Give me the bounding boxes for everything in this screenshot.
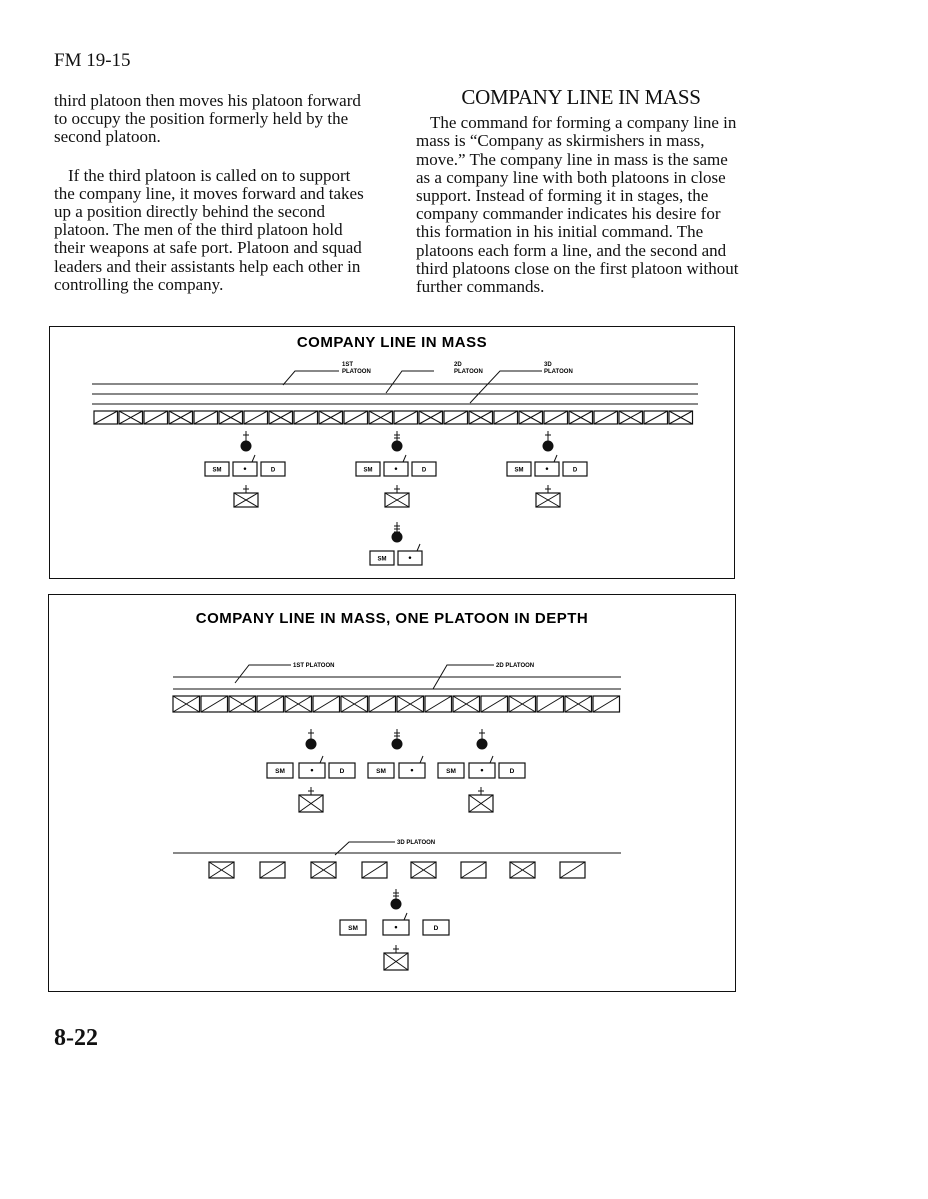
skirmisher-symbol (411, 862, 436, 878)
skirmisher-symbol (344, 411, 368, 424)
skirmisher-symbol (319, 411, 343, 424)
third-platoon-leader-group (340, 889, 449, 970)
callout-1st-line2: PLATOON (342, 369, 371, 375)
figure-1-title: COMPANY LINE IN MASS (296, 334, 488, 351)
skirmisher-symbol (362, 862, 387, 878)
skirmisher-symbol (244, 411, 268, 424)
skirmisher-symbol (194, 411, 218, 424)
sergeant-box (233, 462, 257, 476)
svg-text:SM: SM (348, 925, 358, 932)
skirmisher-symbol (669, 411, 693, 424)
platoon-leader-symbol (543, 431, 554, 452)
svg-text:•: • (310, 765, 314, 775)
d-box (563, 462, 587, 476)
d-box (329, 763, 355, 778)
svg-text:SM: SM (212, 467, 222, 474)
left-paragraph-2: If the third platoon is called on to support the company line, it moves forward and takes up a position directly behind the second platoon. The men of the third platoon hold their weapons at safe port. Platoon and squad leaders and their assistants help each other in controlling the company. (54, 165, 364, 294)
sergeant-box (398, 551, 422, 565)
svg-text:•: • (545, 463, 549, 474)
assistant-leader-symbol (384, 953, 408, 970)
skirmisher-symbol (169, 411, 193, 424)
skirmisher-symbol (619, 411, 643, 424)
skirmisher-symbol (94, 411, 118, 424)
svg-text:SM: SM (446, 768, 456, 775)
skirmisher-symbol (341, 696, 368, 712)
right-column (416, 85, 746, 297)
svg-text:D: D (339, 768, 345, 775)
svg-text:•: • (243, 463, 247, 474)
callout-3d-platoon: 3D PLATOON (397, 840, 436, 846)
assistant-leader-symbol (469, 795, 493, 812)
skirmisher-symbol (119, 411, 143, 424)
leader-groups (205, 431, 587, 565)
svg-text:•: • (480, 765, 484, 775)
sm-box (205, 462, 229, 476)
assistant-leader-symbol (234, 493, 258, 507)
svg-text:D: D (509, 768, 515, 775)
skirmisher-symbol (444, 411, 468, 424)
leader-groups (267, 729, 525, 812)
sergeant-box (384, 462, 408, 476)
svg-text:SM: SM (363, 467, 373, 474)
d-box (423, 920, 449, 935)
left-column (54, 92, 364, 294)
skirmisher-row (173, 696, 620, 712)
skirmisher-symbol (229, 696, 256, 712)
skirmisher-symbol (260, 862, 285, 878)
platoon-leader-symbol (477, 729, 488, 750)
svg-text:SM: SM (376, 768, 386, 775)
callout-1st-line1: 1ST (342, 362, 354, 368)
skirmisher-symbol (257, 696, 284, 712)
figure-2-title: COMPANY LINE IN MASS, ONE PLATOON IN DEPTH (195, 610, 589, 627)
third-platoon-row (209, 862, 585, 878)
section-heading: COMPANY LINE IN MASS (461, 85, 701, 109)
d-box (261, 462, 285, 476)
sm-box (438, 763, 464, 778)
sergeant-box (399, 763, 425, 778)
platoon-leader-symbol (306, 729, 317, 750)
company-commander-symbol (392, 522, 403, 543)
sm-box (368, 763, 394, 778)
skirmisher-symbol (509, 696, 536, 712)
skirmisher-symbol (219, 411, 243, 424)
skirmisher-symbol (285, 696, 312, 712)
skirmisher-symbol (369, 696, 396, 712)
sm-box (370, 551, 394, 565)
skirmisher-symbol (397, 696, 424, 712)
sergeant-box (299, 763, 325, 778)
platoon-leader-symbol (392, 431, 403, 452)
skirmisher-symbol (419, 411, 443, 424)
sm-box (507, 462, 531, 476)
page-header: FM 19-15 (54, 50, 131, 71)
skirmisher-symbol (544, 411, 568, 424)
svg-text:D: D (421, 467, 427, 474)
left-paragraph-1: third platoon then moves his platoon forward to occupy the position formerly held by the second platoon. (54, 91, 361, 147)
skirmisher-symbol (469, 411, 493, 424)
figure-1-diagram (50, 327, 734, 578)
skirmisher-symbol (209, 862, 234, 878)
platoon-leader-symbol (392, 729, 403, 750)
skirmisher-symbol (461, 862, 486, 878)
svg-text:SM: SM (514, 467, 524, 474)
svg-text:•: • (394, 463, 398, 474)
sergeant-box (535, 462, 559, 476)
assistant-leader-symbol (536, 493, 560, 507)
assistant-leader-symbol (299, 795, 323, 812)
callout-3d-line1: 3D (544, 362, 552, 368)
skirmisher-symbol (144, 411, 168, 424)
callout-2d-line1: 2D (454, 362, 462, 368)
svg-text:SM: SM (377, 556, 387, 563)
sergeant-box (383, 920, 409, 935)
platoon-leader-symbol (241, 431, 252, 452)
skirmisher-symbol (644, 411, 668, 424)
skirmisher-row (94, 411, 693, 424)
skirmisher-symbol (453, 696, 480, 712)
assistant-leader-symbol (385, 493, 409, 507)
d-box (499, 763, 525, 778)
skirmisher-symbol (565, 696, 592, 712)
figure-2-diagram (49, 595, 735, 991)
skirmisher-symbol (569, 411, 593, 424)
skirmisher-symbol (481, 696, 508, 712)
figure-company-line-one-platoon-in-depth (48, 594, 736, 992)
page-number: 8-22 (54, 1025, 98, 1051)
right-paragraph: The command for forming a company line in mass is “Company as skirmishers in mass, move.” The company line in mass is the same as a company line with both platoons in close support. Instead of forming it in stages, the company commander indicates his desire for this formation in his initial command. The platoons each form a line, and the second and third platoons close on the first platoon without further commands. (416, 113, 739, 297)
sm-box (267, 763, 293, 778)
skirmisher-symbol (394, 411, 418, 424)
sergeant-box (469, 763, 495, 778)
callout-2d-platoon: 2D PLATOON (496, 663, 535, 669)
skirmisher-symbol (294, 411, 318, 424)
svg-text:D: D (270, 467, 276, 474)
skirmisher-symbol (425, 696, 452, 712)
skirmisher-symbol (313, 696, 340, 712)
skirmisher-symbol (593, 696, 620, 712)
skirmisher-symbol (560, 862, 585, 878)
callout-2d-line2: PLATOON (454, 369, 483, 375)
skirmisher-symbol (594, 411, 618, 424)
svg-text:D: D (572, 467, 578, 474)
svg-text:•: • (408, 552, 412, 563)
platoon-leader-symbol (391, 889, 402, 910)
svg-text:SM: SM (275, 768, 285, 775)
skirmisher-symbol (201, 696, 228, 712)
d-box (412, 462, 436, 476)
callout-3d-line2: PLATOON (544, 369, 573, 375)
sm-box (340, 920, 366, 935)
skirmisher-symbol (269, 411, 293, 424)
svg-text:•: • (394, 922, 398, 932)
skirmisher-symbol (311, 862, 336, 878)
platoon-callouts (283, 362, 573, 403)
callout-1st-platoon: 1ST PLATOON (293, 663, 335, 669)
skirmisher-symbol (369, 411, 393, 424)
skirmisher-symbol (173, 696, 200, 712)
skirmisher-symbol (537, 696, 564, 712)
svg-text:D: D (433, 925, 439, 932)
sm-box (356, 462, 380, 476)
skirmisher-symbol (494, 411, 518, 424)
svg-text:•: • (410, 765, 414, 775)
skirmisher-symbol (510, 862, 535, 878)
figure-company-line-in-mass (49, 326, 735, 579)
skirmisher-symbol (519, 411, 543, 424)
